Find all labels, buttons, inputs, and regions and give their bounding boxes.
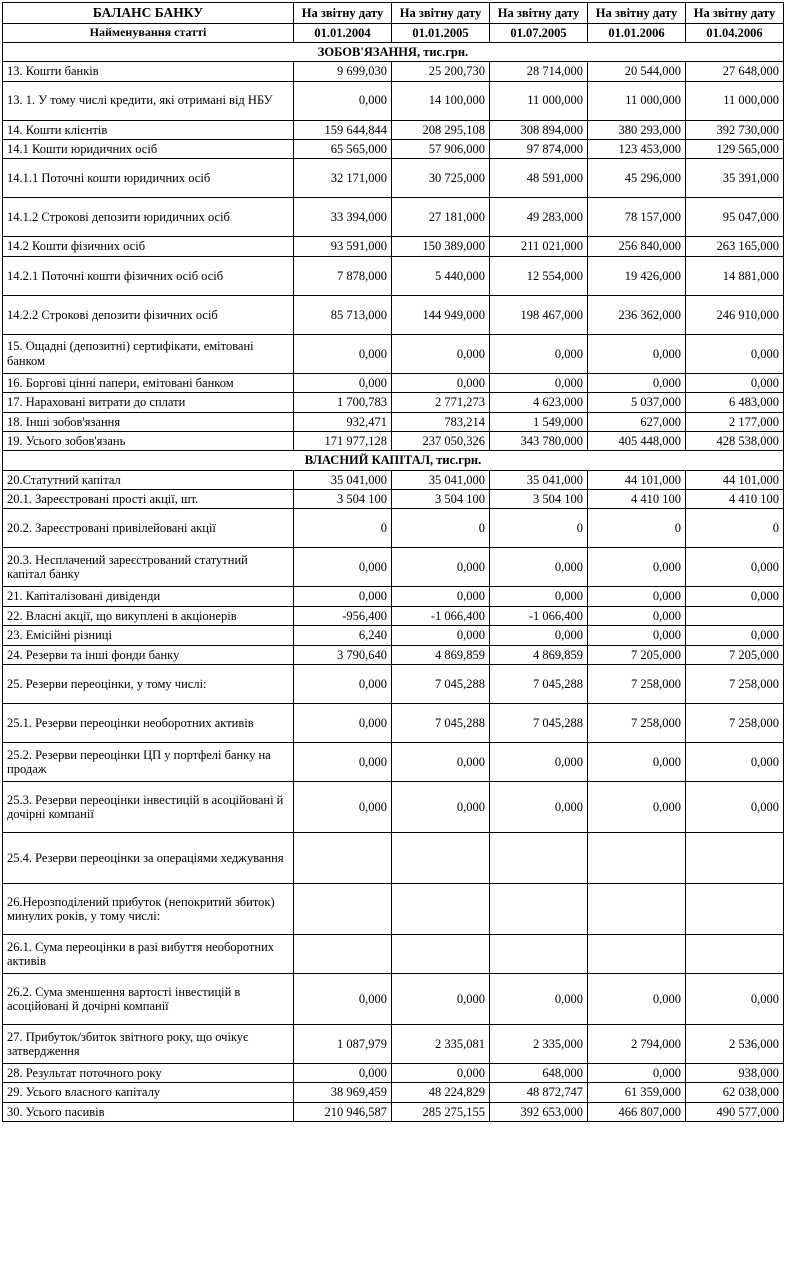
row-value: 5 037,000 xyxy=(588,393,686,412)
row-value: 0,000 xyxy=(588,373,686,392)
row-value xyxy=(686,934,784,973)
row-value: 44 101,000 xyxy=(686,470,784,489)
row-value: -956,400 xyxy=(294,606,392,625)
row-value: 0,000 xyxy=(588,587,686,606)
row-value: 12 554,000 xyxy=(490,256,588,295)
row-value: 85 713,000 xyxy=(294,295,392,334)
row-value: 2 335,081 xyxy=(392,1024,490,1063)
row-label: 14.2.1 Поточні кошти фізичних осіб осіб xyxy=(3,256,294,295)
row-value: 627,000 xyxy=(588,412,686,431)
row-value: 4 869,859 xyxy=(392,645,490,664)
row-value xyxy=(490,832,588,883)
row-value: 0 xyxy=(294,509,392,548)
row-label: 19. Усього зобов'язань xyxy=(3,431,294,450)
table-row xyxy=(3,334,784,373)
row-value: 5 440,000 xyxy=(392,256,490,295)
row-value: 0,000 xyxy=(490,626,588,645)
table-row xyxy=(3,373,784,392)
section-title: ВЛАСНИЙ КАПІТАЛ, тис.грн. xyxy=(3,451,784,470)
row-value: 65 565,000 xyxy=(294,140,392,159)
row-value: 0,000 xyxy=(294,1063,392,1082)
table-row xyxy=(3,883,784,934)
row-value: 0,000 xyxy=(686,334,784,373)
row-value: 19 426,000 xyxy=(588,256,686,295)
row-value: 0,000 xyxy=(294,81,392,120)
section-header-row xyxy=(3,42,784,61)
row-value: 49 283,000 xyxy=(490,198,588,237)
table-header-row xyxy=(3,3,784,24)
row-label: 26.2. Сума зменшення вартості інвестицій в асоційовані й дочірні компанії xyxy=(3,973,294,1024)
table-row xyxy=(3,934,784,973)
row-value xyxy=(588,883,686,934)
row-value: 237 050,326 xyxy=(392,431,490,450)
row-value: 0,000 xyxy=(294,742,392,781)
row-label: 18. Інші зобов'язання xyxy=(3,412,294,431)
row-value: 35 041,000 xyxy=(294,470,392,489)
table-row xyxy=(3,1063,784,1082)
row-value: 2 794,000 xyxy=(588,1024,686,1063)
row-value: 7 045,288 xyxy=(490,664,588,703)
section-title: ЗОБОВ'ЯЗАННЯ, тис.грн. xyxy=(3,42,784,61)
column-header-date-value: 01.07.2005 xyxy=(490,23,588,42)
row-value: 14 100,000 xyxy=(392,81,490,120)
row-value: 0,000 xyxy=(686,742,784,781)
row-value: 1 087,979 xyxy=(294,1024,392,1063)
row-value: 198 467,000 xyxy=(490,295,588,334)
row-value: 0,000 xyxy=(588,548,686,587)
row-value: 0,000 xyxy=(686,973,784,1024)
row-value: 6 483,000 xyxy=(686,393,784,412)
column-header-date-label: На звітну дату xyxy=(490,3,588,24)
row-label: 17. Нараховані витрати до сплати xyxy=(3,393,294,412)
row-value: 0,000 xyxy=(490,781,588,832)
row-value: 129 565,000 xyxy=(686,140,784,159)
row-value: 0,000 xyxy=(294,548,392,587)
column-header-date-value: 01.04.2006 xyxy=(686,23,784,42)
row-value: 0 xyxy=(686,509,784,548)
row-value: 0,000 xyxy=(588,781,686,832)
row-value: 0,000 xyxy=(294,664,392,703)
row-value: 62 038,000 xyxy=(686,1083,784,1102)
row-value: 78 157,000 xyxy=(588,198,686,237)
row-value: 35 041,000 xyxy=(392,470,490,489)
row-value: 33 394,000 xyxy=(294,198,392,237)
row-label: 13. 1. У тому числі кредити, які отримані від НБУ xyxy=(3,81,294,120)
row-value: 932,471 xyxy=(294,412,392,431)
row-value: 93 591,000 xyxy=(294,237,392,256)
column-header-date-value: 01.01.2006 xyxy=(588,23,686,42)
table-row xyxy=(3,81,784,120)
row-value xyxy=(392,883,490,934)
row-value: 0,000 xyxy=(294,587,392,606)
row-value: 0,000 xyxy=(588,742,686,781)
row-value: 0,000 xyxy=(294,373,392,392)
table-subheader-row xyxy=(3,23,784,42)
row-value: 1 700,783 xyxy=(294,393,392,412)
row-value: 256 840,000 xyxy=(588,237,686,256)
row-value: 28 714,000 xyxy=(490,62,588,81)
row-value: 7 258,000 xyxy=(686,703,784,742)
row-value: 0,000 xyxy=(392,373,490,392)
row-label: 14.1.1 Поточні кошти юридичних осіб xyxy=(3,159,294,198)
row-value: 466 807,000 xyxy=(588,1102,686,1121)
row-value: 783,214 xyxy=(392,412,490,431)
table-row xyxy=(3,742,784,781)
row-value: 25 200,730 xyxy=(392,62,490,81)
row-value: 0,000 xyxy=(392,334,490,373)
row-value: 2 177,000 xyxy=(686,412,784,431)
table-row xyxy=(3,1024,784,1063)
row-value: 6,240 xyxy=(294,626,392,645)
table-row xyxy=(3,393,784,412)
row-value: 428 538,000 xyxy=(686,431,784,450)
table-row xyxy=(3,1102,784,1121)
table-row xyxy=(3,470,784,489)
row-value: 0,000 xyxy=(294,703,392,742)
row-value: 211 021,000 xyxy=(490,237,588,256)
row-value: 0 xyxy=(490,509,588,548)
row-label: 22. Власні акції, що викуплені в акціонерів xyxy=(3,606,294,625)
row-value xyxy=(294,934,392,973)
row-value: -1 066,400 xyxy=(392,606,490,625)
row-value: 0,000 xyxy=(392,973,490,1024)
table-row xyxy=(3,295,784,334)
row-label: 16. Боргові цінні папери, емітовані банком xyxy=(3,373,294,392)
row-value: 380 293,000 xyxy=(588,120,686,139)
row-label: 25.2. Резерви переоцінки ЦП у портфелі банку на продаж xyxy=(3,742,294,781)
row-value: 392 730,000 xyxy=(686,120,784,139)
row-label: 26.1. Сума переоцінки в разі вибуття необоротних активів xyxy=(3,934,294,973)
row-value xyxy=(686,883,784,934)
row-value xyxy=(392,832,490,883)
row-value: 0,000 xyxy=(392,548,490,587)
row-label: 30. Усього пасивів xyxy=(3,1102,294,1121)
row-value: 7 205,000 xyxy=(588,645,686,664)
row-value: 0 xyxy=(392,509,490,548)
row-value: 48 591,000 xyxy=(490,159,588,198)
table-row xyxy=(3,832,784,883)
row-value: 392 653,000 xyxy=(490,1102,588,1121)
section-header-row xyxy=(3,451,784,470)
row-label: 27. Прибуток/збиток звітного року, що очікує затвердження xyxy=(3,1024,294,1063)
row-value: 0,000 xyxy=(294,781,392,832)
row-value: 490 577,000 xyxy=(686,1102,784,1121)
table-row xyxy=(3,664,784,703)
row-value: 0,000 xyxy=(392,781,490,832)
row-label: 25.1. Резерви переоцінки необоротних активів xyxy=(3,703,294,742)
table-row xyxy=(3,120,784,139)
row-value: 0,000 xyxy=(588,1063,686,1082)
row-value: 0,000 xyxy=(490,548,588,587)
row-label: 13. Кошти банків xyxy=(3,62,294,81)
row-label: 21. Капіталізовані дивіденди xyxy=(3,587,294,606)
row-value: 32 171,000 xyxy=(294,159,392,198)
row-value: 35 041,000 xyxy=(490,470,588,489)
row-value: 35 391,000 xyxy=(686,159,784,198)
row-value: 2 335,000 xyxy=(490,1024,588,1063)
column-header-date-label: На звітну дату xyxy=(294,3,392,24)
row-value: -1 066,400 xyxy=(490,606,588,625)
row-value: 236 362,000 xyxy=(588,295,686,334)
table-row xyxy=(3,973,784,1024)
table-row xyxy=(3,509,784,548)
row-value: 0,000 xyxy=(686,626,784,645)
row-value: 44 101,000 xyxy=(588,470,686,489)
row-value: 648,000 xyxy=(490,1063,588,1082)
row-value: 27 648,000 xyxy=(686,62,784,81)
row-value: 7 258,000 xyxy=(588,664,686,703)
row-value: 7 258,000 xyxy=(588,703,686,742)
row-value: 7 258,000 xyxy=(686,664,784,703)
row-label: 29. Усього власного капіталу xyxy=(3,1083,294,1102)
row-label: 14.2.2 Строкові депозити фізичних осіб xyxy=(3,295,294,334)
row-label: 20.1. Зареєстровані прості акції, шт. xyxy=(3,490,294,509)
row-value: 2 771,273 xyxy=(392,393,490,412)
table-row xyxy=(3,1083,784,1102)
table-row xyxy=(3,490,784,509)
column-header-date-value: 01.01.2005 xyxy=(392,23,490,42)
row-label: 28. Результат поточного року xyxy=(3,1063,294,1082)
row-label: 14.2 Кошти фізичних осіб xyxy=(3,237,294,256)
row-value: 9 699,030 xyxy=(294,62,392,81)
row-value: 7 878,000 xyxy=(294,256,392,295)
row-value: 48 224,829 xyxy=(392,1083,490,1102)
row-value: 11 000,000 xyxy=(588,81,686,120)
row-label: 14.1.2 Строкові депозити юридичних осіб xyxy=(3,198,294,237)
row-value xyxy=(686,606,784,625)
table-row xyxy=(3,62,784,81)
table-row xyxy=(3,198,784,237)
row-value: 3 504 100 xyxy=(294,490,392,509)
row-value: 0,000 xyxy=(686,781,784,832)
row-label: 25.3. Резерви переоцінки інвестицій в асоційовані й дочірні компанії xyxy=(3,781,294,832)
row-value: 123 453,000 xyxy=(588,140,686,159)
table-row xyxy=(3,237,784,256)
column-header-date-label: На звітну дату xyxy=(686,3,784,24)
row-label: 24. Резерви та інші фонди банку xyxy=(3,645,294,664)
row-value: 0,000 xyxy=(686,587,784,606)
row-label: 20.Статутний капітал xyxy=(3,470,294,489)
table-row xyxy=(3,159,784,198)
row-value xyxy=(490,934,588,973)
row-value: 4 623,000 xyxy=(490,393,588,412)
row-value: 246 910,000 xyxy=(686,295,784,334)
row-label: 23. Емісійні різниці xyxy=(3,626,294,645)
row-value: 27 181,000 xyxy=(392,198,490,237)
row-value: 3 504 100 xyxy=(392,490,490,509)
table-row xyxy=(3,412,784,431)
row-label: 14. Кошти клієнтів xyxy=(3,120,294,139)
row-label: 25.4. Резерви переоцінки за операціями хеджування xyxy=(3,832,294,883)
row-value: 30 725,000 xyxy=(392,159,490,198)
row-value: 263 165,000 xyxy=(686,237,784,256)
row-value: 4 410 100 xyxy=(686,490,784,509)
table-row xyxy=(3,140,784,159)
row-value: 45 296,000 xyxy=(588,159,686,198)
row-value: 208 295,108 xyxy=(392,120,490,139)
row-value: 38 969,459 xyxy=(294,1083,392,1102)
row-value: 0,000 xyxy=(392,587,490,606)
column-header-date-value: 01.01.2004 xyxy=(294,23,392,42)
row-value: 159 644,844 xyxy=(294,120,392,139)
row-value: 95 047,000 xyxy=(686,198,784,237)
row-value: 0,000 xyxy=(392,1063,490,1082)
row-value: 0,000 xyxy=(490,973,588,1024)
row-value: 7 045,288 xyxy=(392,664,490,703)
row-value: 343 780,000 xyxy=(490,431,588,450)
row-value: 4 410 100 xyxy=(588,490,686,509)
table-row xyxy=(3,431,784,450)
row-value: 405 448,000 xyxy=(588,431,686,450)
row-value: 0,000 xyxy=(490,373,588,392)
row-value xyxy=(588,832,686,883)
row-value: 0,000 xyxy=(588,334,686,373)
table-row xyxy=(3,606,784,625)
table-row xyxy=(3,781,784,832)
row-value: 0 xyxy=(588,509,686,548)
row-label: 20.3. Несплачений зареєстрований статутний капітал банку xyxy=(3,548,294,587)
row-value xyxy=(294,883,392,934)
row-value: 7 045,288 xyxy=(490,703,588,742)
row-label: 20.2. Зареєстровані привілейовані акції xyxy=(3,509,294,548)
row-label: 14.1 Кошти юридичних осіб xyxy=(3,140,294,159)
row-value xyxy=(588,934,686,973)
row-label: 25. Резерви переоцінки, у тому числі: xyxy=(3,664,294,703)
row-value: 144 949,000 xyxy=(392,295,490,334)
row-value: 97 874,000 xyxy=(490,140,588,159)
table-row xyxy=(3,548,784,587)
row-value: 0,000 xyxy=(294,334,392,373)
row-value: 3 790,640 xyxy=(294,645,392,664)
row-value: 14 881,000 xyxy=(686,256,784,295)
row-value: 0,000 xyxy=(686,548,784,587)
row-value: 61 359,000 xyxy=(588,1083,686,1102)
row-value: 7 045,288 xyxy=(392,703,490,742)
row-value: 938,000 xyxy=(686,1063,784,1082)
row-value xyxy=(490,883,588,934)
row-value: 0,000 xyxy=(490,587,588,606)
row-value: 0,000 xyxy=(392,626,490,645)
balance-table xyxy=(2,2,784,1122)
row-value: 2 536,000 xyxy=(686,1024,784,1063)
row-value: 0,000 xyxy=(392,742,490,781)
column-header-date-label: На звітну дату xyxy=(392,3,490,24)
row-value: 0,000 xyxy=(294,973,392,1024)
row-value: 0,000 xyxy=(588,973,686,1024)
row-value: 7 205,000 xyxy=(686,645,784,664)
row-value: 0,000 xyxy=(490,334,588,373)
column-header-date-label: На звітну дату xyxy=(588,3,686,24)
row-value: 0,000 xyxy=(490,742,588,781)
row-value: 0,000 xyxy=(588,626,686,645)
table-row xyxy=(3,626,784,645)
row-value: 48 872,747 xyxy=(490,1083,588,1102)
row-value: 11 000,000 xyxy=(490,81,588,120)
table-row xyxy=(3,703,784,742)
row-value: 11 000,000 xyxy=(686,81,784,120)
table-row xyxy=(3,587,784,606)
row-value: 150 389,000 xyxy=(392,237,490,256)
row-value xyxy=(686,832,784,883)
row-value: 57 906,000 xyxy=(392,140,490,159)
row-value xyxy=(392,934,490,973)
row-value: 1 549,000 xyxy=(490,412,588,431)
row-value: 3 504 100 xyxy=(490,490,588,509)
table-row xyxy=(3,645,784,664)
row-value: 0,000 xyxy=(588,606,686,625)
row-value xyxy=(294,832,392,883)
row-label: 15. Ощадні (депозитні) сертифікати, емітовані банком xyxy=(3,334,294,373)
row-value: 171 977,128 xyxy=(294,431,392,450)
row-value: 0,000 xyxy=(686,373,784,392)
item-name-header: Найменування статті xyxy=(3,23,294,42)
row-value: 4 869,859 xyxy=(490,645,588,664)
row-value: 308 894,000 xyxy=(490,120,588,139)
row-value: 20 544,000 xyxy=(588,62,686,81)
row-label: 26.Нерозподілений прибуток (непокритий збиток) минулих років, у тому числі: xyxy=(3,883,294,934)
row-value: 210 946,587 xyxy=(294,1102,392,1121)
row-value: 285 275,155 xyxy=(392,1102,490,1121)
table-row xyxy=(3,256,784,295)
table-title: БАЛАНС БАНКУ xyxy=(3,3,294,24)
